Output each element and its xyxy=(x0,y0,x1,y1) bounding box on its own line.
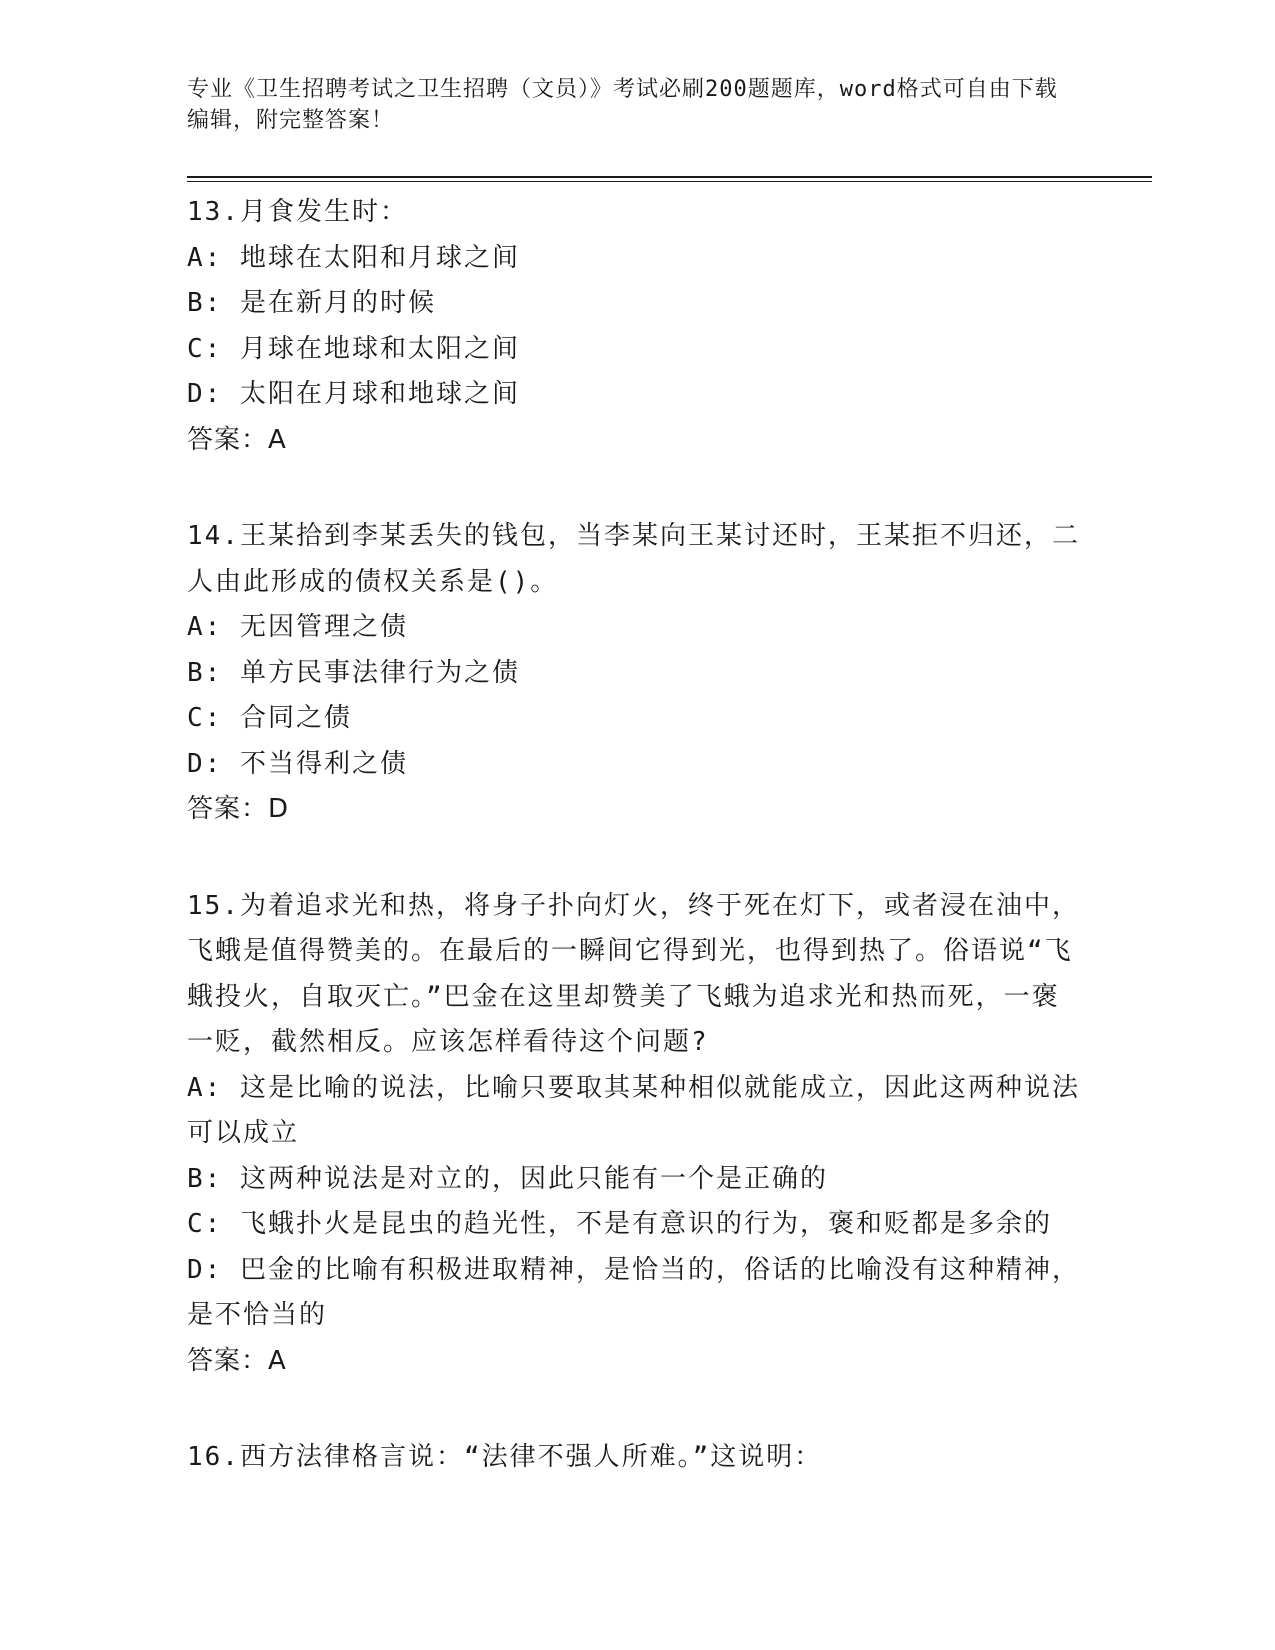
question-stem: 15.为着追求光和热，将身子扑向灯火，终于死在灯下，或者浸在油中，飞蛾是值得赞美的。在最后的一瞬间它得到光，也得到热了。俗语说“飞蛾投火，自取灭亡。”巴金在这里却赞美了飞蛾为追求光和热而死，一褒一贬，截然相反。应该怎样看待这个问题? xyxy=(187,890,1080,1057)
question-16 xyxy=(187,1435,1087,1481)
option-b: B: 是在新月的时候 xyxy=(187,288,436,318)
option-c: C: 飞蛾扑火是昆虫的趋光性，不是有意识的行为，褒和贬都是多余的 xyxy=(187,1209,1052,1239)
question-stem: 16.西方法律格言说：“法律不强人所难。”这说明： xyxy=(187,1442,823,1472)
option-b: B: 这两种说法是对立的，因此只能有一个是正确的 xyxy=(187,1163,828,1194)
question-13 xyxy=(187,190,1087,463)
option-d: D: 不当得利之债 xyxy=(187,748,408,779)
question-stem: 13.月食发生时： xyxy=(187,197,408,227)
document-header: 专业《卫生招聘考试之卫生招聘（文员）》考试必刷200题题库，word格式可自由下载编辑，附完整答案！ xyxy=(187,77,1058,133)
option-a: A: 这是比喻的说法，比喻只要取其某种相似就能成立，因此这两种说法可以成立 xyxy=(187,1072,1080,1148)
header-divider-thick xyxy=(187,176,1152,178)
option-a: A: 无因管理之债 xyxy=(187,612,408,642)
option-c: C: 月球在地球和太阳之间 xyxy=(187,333,520,364)
option-d: D: 太阳在月球和地球之间 xyxy=(187,379,520,409)
header-divider-thin xyxy=(187,181,1152,182)
option-c: C: 合同之债 xyxy=(187,703,352,733)
answer-line: 答案：A xyxy=(187,1345,287,1376)
option-a: A: 地球在太阳和月球之间 xyxy=(187,242,520,273)
question-stem: 14.王某拾到李某丢失的钱包，当李某向王某讨还时，王某拒不归还，二人由此形成的债权关系是()。 xyxy=(187,521,1080,597)
question-14 xyxy=(187,514,1087,833)
answer-line: 答案：D xyxy=(187,794,290,824)
question-list xyxy=(187,190,1087,1532)
option-b: B: 单方民事法律行为之债 xyxy=(187,657,520,688)
question-15 xyxy=(187,884,1087,1385)
answer-line: 答案：A xyxy=(187,424,287,455)
option-d: D: 巴金的比喻有积极进取精神，是恰当的，俗话的比喻没有这种精神，是不恰当的 xyxy=(187,1254,1080,1330)
